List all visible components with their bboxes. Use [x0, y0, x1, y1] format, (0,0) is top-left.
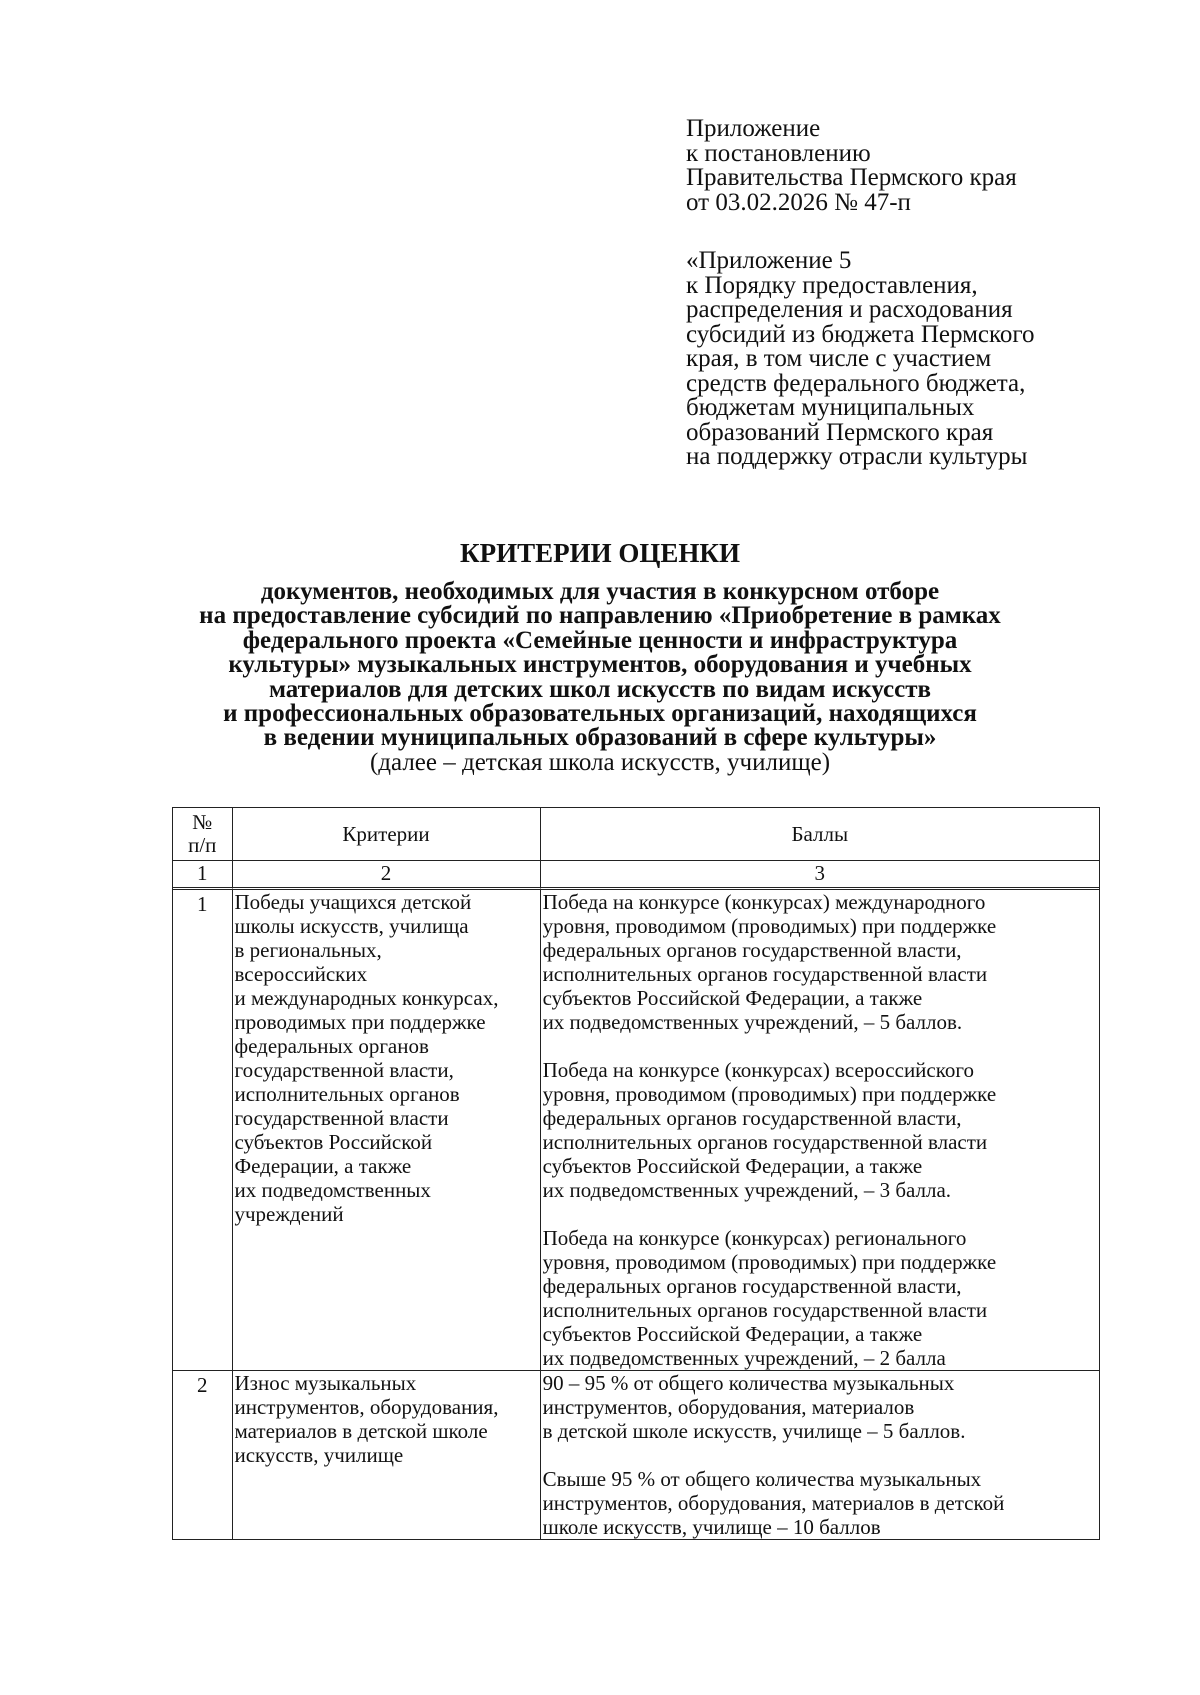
annex-line: субсидий из бюджета Пермского [686, 320, 1035, 348]
criteria-table [172, 807, 1100, 1540]
subtitle-line: федерального проекта «Семейные ценности и инфраструктура [242, 626, 958, 654]
table-header-row [173, 808, 1099, 861]
header-points: Баллы [541, 808, 1099, 861]
annex-line: средств федерального бюджета, [686, 369, 1026, 397]
points-paragraph: Победа на конкурсе (конкурсах) международного уровня, проводимом (проводимых) при поддержке федеральных органов государственной власти, исполнительных органов государственной власти субъектов Российской Федерации, а также их подведомственных учреждений, – 5 баллов. [542, 890, 997, 1034]
annex-line: края, в том числе с участием [686, 345, 992, 372]
column-numbering-row [173, 861, 1099, 890]
column-number: 1 [173, 861, 233, 890]
subtitle-note-text: (далее – детская школа искусств, училище) [369, 748, 831, 776]
annex-line: бюджетам муниципальных [686, 394, 975, 421]
subtitle-line: культуры» музыкальных инструментов, оборудования и учебных [228, 651, 972, 679]
header-criteria: Критерии [233, 808, 541, 861]
annex-line: распределения и расходования [686, 296, 1013, 323]
column-number: 3 [541, 861, 1099, 890]
approval-line: от 03.02.2026 № 47-п [686, 188, 911, 216]
subtitle-line: и профессиональных образовательных организаций, находящихся [223, 700, 977, 728]
table-row [173, 890, 1099, 1371]
subtitle-line: документов, необходимых для участия в конкурсном отборе [260, 578, 940, 605]
row-number: 1 [173, 890, 233, 1371]
subtitle-line: материалов для детских школ искусств по видам искусств [268, 675, 932, 703]
points-cell [541, 1371, 1099, 1539]
approval-reference-block [686, 117, 1017, 215]
points-paragraph: Свыше 95 % от общего количества музыкальных инструментов, оборудования, материалов в детской школе искусств, училище – 10 баллов [542, 1467, 1005, 1539]
approval-line: Приложение [686, 115, 821, 142]
criterion-text: Износ музыкальных инструментов, оборудования, материалов в детской школе искусств, училище [233, 1371, 541, 1539]
points-paragraph: Победа на конкурсе (конкурсах) всероссийского уровня, проводимом (проводимых) при поддержке федеральных органов государственной власти, исполнительных органов государственной власти субъектов Российской Федерации, а также их подведомственных учреждений, – 3 балла. [542, 1058, 997, 1202]
title-area [150, 538, 1050, 775]
points-paragraph: 90 – 95 % от общего количества музыкальных инструментов, оборудования, материалов в детской школе искусств, училище – 5 баллов. [542, 1371, 966, 1443]
criterion-text: Победы учащихся детской школы искусств, училища в региональных, всероссийских и международных конкурсах, проводимых при поддержке федеральных органов государственной власти, исполнительных органов государственной власти субъектов Российской Федерации, а также их подведомственных учреждений [233, 890, 541, 1371]
row-number: 2 [173, 1371, 233, 1539]
table-row [173, 1371, 1099, 1539]
subtitle-line: на предоставление субсидий по направлению «Приобретение в рамках [199, 602, 1001, 630]
document-title: КРИТЕРИИ ОЦЕНКИ [460, 538, 740, 568]
subtitle-line: в ведении муниципальных образований в сфере культуры» [263, 724, 937, 752]
document-subtitle [150, 580, 1050, 751]
subtitle-note [150, 748, 1050, 776]
annex-reference-block [686, 249, 1035, 470]
points-cell [541, 890, 1099, 1371]
annex-line: на поддержку отрасли культуры [686, 443, 1028, 470]
annex-line: образований Пермского края [686, 418, 994, 446]
column-number: 2 [233, 861, 541, 890]
annex-line: «Приложение 5 [686, 247, 852, 274]
points-paragraph: Победа на конкурсе (конкурсах) регионального уровня, проводимом (проводимых) при поддержке федеральных органов государственной власти, исполнительных органов государственной власти субъектов Российской Федерации, а также их подведомственных учреждений, – 2 балла [542, 1226, 997, 1370]
annex-line: к Порядку предоставления, [686, 271, 978, 299]
header-number: № п/п [173, 808, 233, 861]
approval-line: Правительства Пермского края [686, 164, 1017, 191]
approval-line: к постановлению [686, 139, 871, 167]
